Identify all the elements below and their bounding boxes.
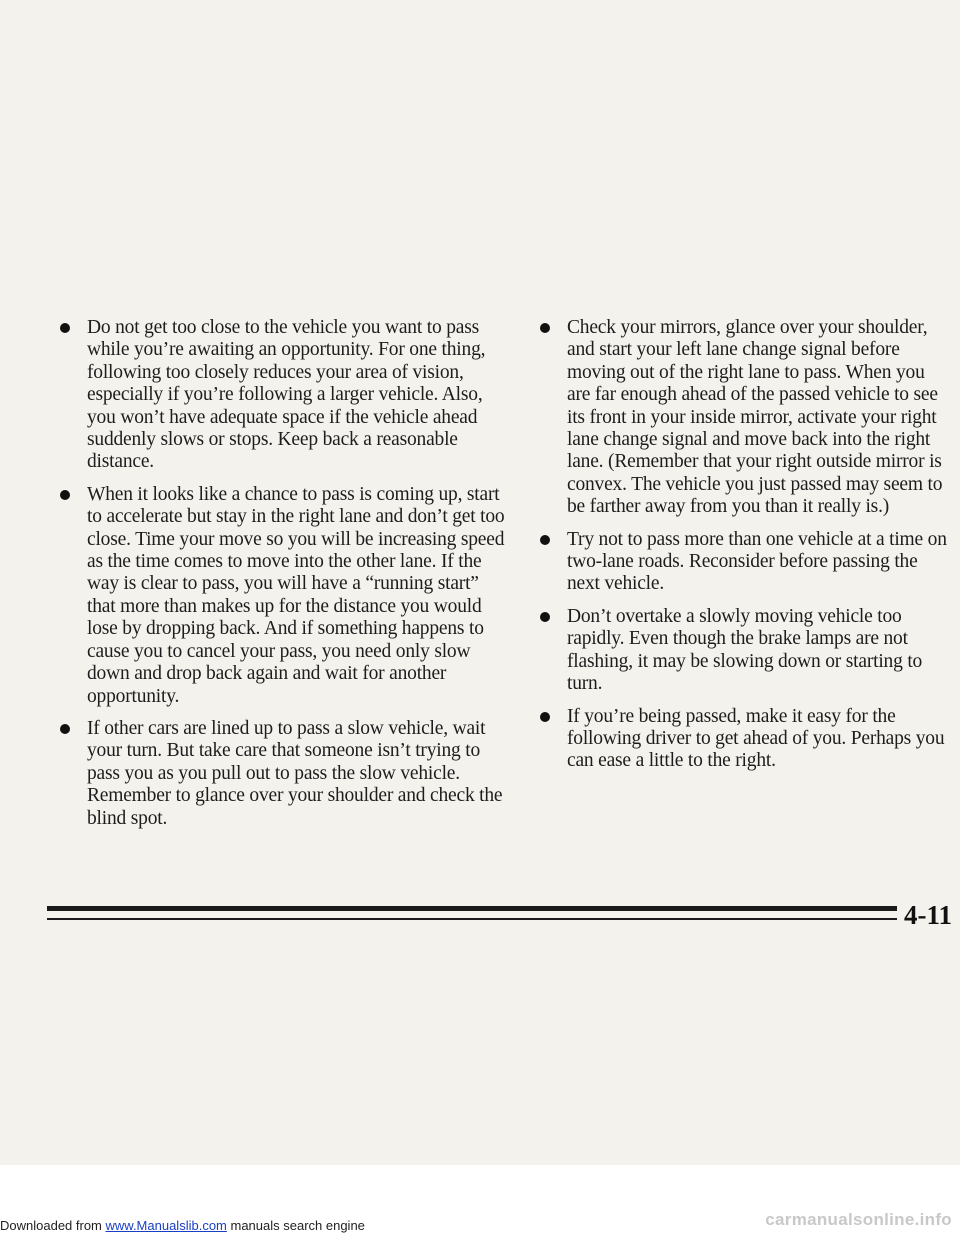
bullet-icon xyxy=(540,323,550,333)
bullet-icon xyxy=(540,612,550,622)
left-column xyxy=(60,317,506,840)
bullet-item xyxy=(60,718,506,830)
bullet-item xyxy=(540,706,950,773)
bullet-item xyxy=(60,484,506,708)
download-footer xyxy=(0,1218,365,1233)
bullet-icon xyxy=(60,490,70,500)
footer-rule-thin xyxy=(47,918,897,920)
right-column xyxy=(540,317,950,783)
bullet-text: Check your mirrors, glance over your shoulder, and start your left lane change signal before moving out of the right lane to pass. When you are far enough ahead of the passed vehicle to see its front in your inside mirror, activate your right lane change signal and move back into the right lane. (Remember that your right outside mirror is convex. The vehicle you just passed may seem to be farther away from you than it really is.) xyxy=(567,317,943,518)
manualslib-link[interactable]: www.Manualslib.com xyxy=(105,1218,227,1233)
bullet-text: When it looks like a chance to pass is coming up, start to accelerate but stay in the right lane and don’t get too close. Time your move so you will be increasing speed as the time comes to move into the other lane. If the way is clear to pass, you will have a “running start” that more than makes up for the distance you would lose by dropping back. And if something happens to cause you to cancel your pass, you need only slow down and drop back again and wait for another opportunity. xyxy=(87,483,505,707)
bullet-item xyxy=(540,606,950,696)
bullet-icon xyxy=(60,323,70,333)
bullet-item xyxy=(60,317,506,474)
bullet-text: Try not to pass more than one vehicle at a time on two-lane roads. Reconsider before passing the next vehicle. xyxy=(567,528,947,595)
bullet-icon xyxy=(60,724,70,734)
bullet-icon xyxy=(540,712,550,722)
page-number: 4-11 xyxy=(903,900,952,930)
bullet-item xyxy=(540,317,950,519)
bullet-text: If other cars are lined up to pass a slow vehicle, wait your turn. But take care that someone isn’t trying to pass you as you pull out to pass the slow vehicle. Remember to glance over your shoulder and check the blind spot. xyxy=(87,717,503,829)
bullet-text: Do not get too close to the vehicle you want to pass while you’re awaiting an opportunity. For one thing, following too closely reduces your area of vision, especially if you’re following a larger vehicle. Also, you won’t have adequate space if the vehicle ahead suddenly slows or stops. Keep back a reasonable distance. xyxy=(87,317,486,473)
bullet-item xyxy=(540,529,950,596)
bullet-text: Don’t overtake a slowly moving vehicle too rapidly. Even though the brake lamps are not flashing, it may be slowing down or starting to turn. xyxy=(567,605,923,695)
footer-rule-thick xyxy=(47,906,897,911)
footer-suffix: manuals search engine xyxy=(226,1218,365,1233)
footer-prefix: Downloaded from xyxy=(0,1218,106,1233)
watermark: carmanualsonline.info xyxy=(765,1210,952,1229)
bullet-text: If you’re being passed, make it easy for the following driver to get ahead of you. Perhaps you can ease a little to the right. xyxy=(567,705,945,772)
bullet-icon xyxy=(540,535,550,545)
